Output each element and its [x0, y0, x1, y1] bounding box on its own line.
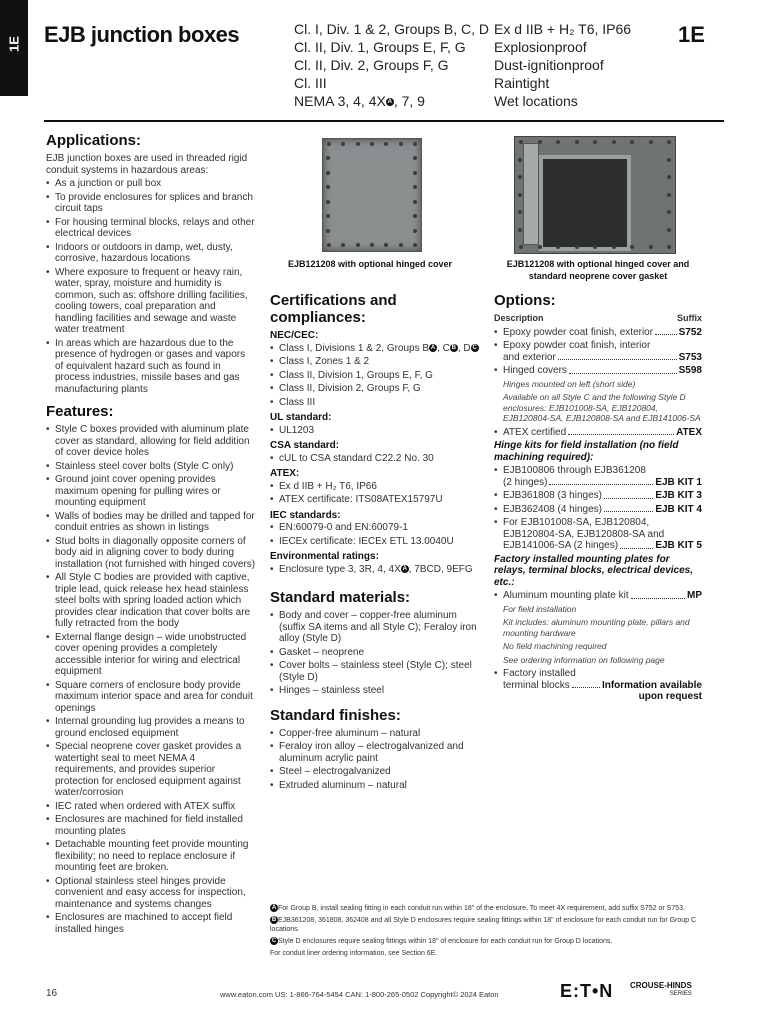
applications-heading: Applications: — [46, 132, 142, 149]
options-heading: Options: — [494, 292, 556, 309]
brand-text: CROUSE-HINDS — [630, 981, 692, 990]
list-item: • Ground joint cover opening provides maximum opening for pulling wires or mounting equipment — [46, 474, 256, 509]
bolt-icon — [538, 245, 542, 249]
option-code: EJB KIT 1 — [655, 476, 702, 488]
nec-heading: NEC/CEC: — [270, 330, 319, 341]
bolt-icon — [612, 140, 616, 144]
bolt-icon — [649, 140, 653, 144]
list-item: • Enclosures are machined for field installed mounting plates — [46, 814, 256, 837]
bolt-icon — [518, 158, 522, 162]
option-note: No field machining required — [503, 641, 607, 651]
list-item: • IEC rated when ordered with ATEX suffix — [46, 801, 256, 813]
product-image-closed — [322, 138, 422, 252]
bolt-icon — [413, 200, 417, 204]
bolt-icon — [556, 140, 560, 144]
bolt-icon — [519, 245, 523, 249]
bolt-icon — [667, 228, 671, 232]
option-code: EJB KIT 5 — [655, 540, 702, 551]
list-item: • External flange design – wide unobstructed cover opening provides a completely accessible interior for wiring and electrical equipment — [46, 632, 256, 678]
bolt-icon — [413, 142, 417, 146]
footnote-text: Style D enclosures require sealing fittings within 18" of enclosure for each conduit run for Group D locations. — [278, 938, 613, 945]
left-column — [46, 132, 256, 937]
option-label: • Aluminum mounting plate kit — [503, 590, 629, 601]
enclosure-interior — [539, 155, 631, 251]
bolt-icon — [327, 142, 331, 146]
mounting-plates-heading: Factory installed mounting plates for relays, terminal blocks, electrical devices, etc.: — [494, 553, 694, 588]
footnote: C Style D enclosures require sealing fittings within 18" of enclosure for each conduit run for Group D locations. — [271, 938, 613, 945]
option-label: • EJB100806 through EJB361208 — [503, 465, 646, 476]
hinged-cover — [523, 143, 539, 245]
header-rule — [44, 120, 724, 122]
header-rating: Cl. II, Div. 2, Groups F, G — [294, 57, 449, 73]
right-column — [494, 292, 702, 705]
nec-text: , D — [457, 342, 471, 354]
ul-heading: UL standard: — [270, 412, 332, 423]
list-item: • Optional stainless steel hinges provide convenient and easy access for inspection, maintenance and systems changes — [46, 876, 256, 911]
list-item: • cUL to CSA standard C22.2 No. 30 — [270, 453, 480, 465]
footnote-text: For Group B, install sealing fitting in each conduit run within 18" of the enclosure. To meet 4X requirement, add suffix S752 or S753. — [278, 905, 685, 912]
option-row — [494, 427, 702, 439]
footnote-marker-a: A — [387, 99, 392, 106]
bolt-icon — [413, 171, 417, 175]
list-item: • Gasket – neoprene — [270, 647, 480, 659]
option-row — [494, 590, 702, 602]
list-item: • EN:60079-0 and EN:60079-1 — [270, 522, 480, 534]
list-item: • Walls of bodies may be drilled and tapped for conduit entries as shown in listings — [46, 511, 256, 534]
option-code: EJB KIT 4 — [655, 503, 702, 515]
bolt-icon — [399, 243, 403, 247]
list-item: • Ex d IIB + H₂ T6, IP66 — [270, 481, 480, 493]
footnote-marker-a: A — [402, 565, 407, 572]
bolt-icon — [667, 210, 671, 214]
header-rating: Dust-ignitionproof — [494, 57, 604, 73]
list-item: • As a junction or pull box — [46, 178, 256, 190]
bolt-icon — [413, 229, 417, 233]
nema-text: NEMA 3, 4, 4X — [294, 93, 386, 109]
nec-text: Class I, Divisions 1 & 2, Groups B — [279, 342, 430, 354]
iec-heading: IEC standards: — [270, 509, 341, 521]
option-code: upon request — [638, 691, 702, 702]
bolt-icon — [326, 214, 330, 218]
bolt-icon — [518, 210, 522, 214]
bolt-icon — [413, 185, 417, 189]
list-item: • Extruded aluminum – natural — [270, 780, 480, 792]
bolt-icon — [326, 200, 330, 204]
option-note: Kit includes: aluminum mounting plate, pillars and mounting hardware — [503, 617, 690, 638]
option-code: MP — [687, 590, 702, 601]
list-item — [270, 343, 480, 355]
section-tab — [0, 0, 28, 96]
list-item — [270, 564, 480, 576]
option-row — [494, 365, 702, 377]
bolt-icon — [593, 140, 597, 144]
footnote-text: EJB361208, 361808, 362408 and all Style D enclosures require sealing fittings within 18" of enclosure for each conduit run for Group C locations. — [270, 917, 697, 933]
list-item: • Stud bolts in diagonally opposite corners of body aid in aligning cover to body during installation (not furnished with hinged covers) — [46, 536, 256, 571]
bolt-icon — [667, 245, 671, 249]
bolt-icon — [413, 156, 417, 160]
option-row — [494, 517, 702, 552]
features-heading: Features: — [46, 403, 114, 420]
option-row — [494, 465, 702, 488]
option-row — [494, 490, 702, 502]
header-rating: Ex d IIB + H₂ T6, IP66 — [494, 21, 632, 37]
option-row — [494, 327, 702, 339]
option-label: EJB141006-SA (2 hinges) — [503, 540, 619, 551]
bolt-icon — [630, 245, 634, 249]
option-label: (2 hinges) — [503, 476, 548, 488]
list-item: • Cover bolts – stainless steel (Style C); steel (Style D) — [270, 660, 480, 683]
list-item: • Special neoprene cover gasket provides a watertight seal to meet NEMA 4 requirements, and provides superior protection for enclosed equipment against water/corrosion — [46, 741, 256, 799]
eaton-logo: E:T•N — [560, 981, 614, 1001]
atex-heading: ATEX: — [270, 468, 300, 479]
series-text: SERIES — [669, 991, 692, 997]
bolt-icon — [667, 193, 671, 197]
option-label: terminal blocks — [503, 679, 570, 691]
header-ratings-col1 — [294, 20, 489, 110]
header-rating — [294, 92, 489, 110]
bolt-icon — [667, 158, 671, 162]
option-code: ATEX — [676, 426, 702, 438]
bolt-icon — [413, 243, 417, 247]
header-rating: Explosionproof — [494, 39, 587, 55]
list-item: • ATEX certificate: ITS08ATEX15797U — [270, 494, 480, 506]
bolt-icon — [326, 156, 330, 160]
certifications-heading: Certifications and compliances: — [270, 292, 397, 326]
bolt-icon — [518, 228, 522, 232]
option-row — [494, 340, 702, 363]
option-code: EJB KIT 3 — [655, 490, 702, 501]
option-label: and exterior — [503, 351, 556, 363]
list-item: • Class II, Division 2, Groups F, G — [270, 383, 480, 395]
bolt-icon — [384, 142, 388, 146]
env-text: Enclosure type 3, 3R, 4, 4X — [279, 563, 401, 575]
bolt-icon — [399, 142, 403, 146]
list-item: • Class III — [270, 397, 480, 409]
option-note: Available on all Style C and the following Style D enclosures: EJB101008-SA, EJB120804, EJB120804-SA, EJB120808-SA and EJB141006-SA — [503, 392, 701, 423]
bolt-icon — [667, 140, 671, 144]
list-item: • Body and cover – copper-free aluminum (suffix SA items and all Style C); Feraloy iron alloy (Style D) — [270, 610, 480, 645]
footnote-marker-a: A — [430, 344, 436, 351]
list-item: • Hinges – stainless steel — [270, 685, 480, 697]
bolt-icon — [518, 175, 522, 179]
bolt-icon — [667, 175, 671, 179]
bolt-icon — [326, 185, 330, 189]
bolt-icon — [356, 142, 360, 146]
list-item: • Indoors or outdoors in damp, wet, dusty, corrosive, hazardous locations — [46, 242, 256, 265]
middle-column — [270, 292, 480, 793]
list-item: • Feraloy iron alloy – electrogalvanized and aluminum acrylic paint — [270, 741, 480, 764]
list-item: • Style C boxes provided with aluminum plate cover as standard, allowing for field addition of cover device holes — [46, 424, 256, 459]
bolt-icon — [519, 140, 523, 144]
list-item: • Enclosures are machined to accept field installed hinges — [46, 912, 256, 935]
option-note: For field installation — [503, 603, 577, 614]
header-rating: Cl. III — [294, 75, 327, 91]
nema-text-tail: , 7, 9 — [393, 93, 425, 109]
footnote: B EJB361208, 361808, 362408 and all Style D enclosures require sealing fittings within 18" of enclosure for each conduit run for Group C locations. — [270, 917, 697, 933]
bolt-icon — [630, 140, 634, 144]
header-ratings-col2 — [494, 20, 631, 110]
materials-heading: Standard materials: — [270, 589, 411, 606]
footnote-marker-b: B — [451, 344, 457, 351]
page-title: EJB junction boxes — [44, 22, 240, 47]
option-code: S598 — [678, 365, 702, 376]
header-rating: Raintight — [494, 75, 550, 91]
product-image-open — [514, 136, 676, 254]
features-list — [46, 424, 256, 935]
csa-heading: CSA standard: — [270, 440, 340, 451]
bolt-icon — [556, 245, 560, 249]
header-rating: Wet locations — [494, 93, 578, 109]
header-rating: Cl. II, Div. 1, Groups E, F, G — [294, 39, 466, 55]
bolt-icon — [538, 140, 542, 144]
footnote: For conduit liner ordering information, see Section 6E. — [270, 950, 438, 957]
footer-contact: www.eaton.com US: 1-866-764-5454 CAN: 1-800-265-0502 Copyright© 2024 Eaton — [220, 990, 499, 999]
header-rating: Cl. I, Div. 1 & 2, Groups B, C, D — [294, 21, 490, 37]
list-item: • Stainless steel cover bolts (Style C only) — [46, 461, 256, 473]
nec-text: , C — [437, 342, 450, 354]
env-text: , 7BCD, 9EFG — [408, 563, 473, 575]
footnote: A For Group B, install sealing fitting in each conduit run within 18" of the enclosure. To meet 4X requirement, add suffix S752 or S753. — [271, 905, 685, 912]
bolt-icon — [518, 193, 522, 197]
footnotes — [270, 904, 702, 961]
bolt-icon — [575, 245, 579, 249]
option-label: • EJB362408 (4 hinges) — [503, 503, 602, 515]
option-code: Information available — [601, 679, 702, 691]
option-row — [494, 668, 702, 703]
option-note: Hinges mounted on left (short side) — [503, 378, 636, 389]
col-suffix: Suffix — [676, 313, 702, 323]
footnote-marker-c: C — [472, 344, 477, 351]
bolt-icon — [575, 140, 579, 144]
list-item: • Where exposure to frequent or heavy rain, water, spray, moisture and humidity is common, such as: offshore drilling facilities, cooling towers, coal preparation and handling facilities and sewage and waste water treatment — [46, 267, 256, 336]
hinge-kits-heading: Hinge kits for field installation (no field machining required): — [494, 440, 679, 463]
option-code: S752 — [678, 326, 702, 338]
list-item: • Class II, Division 1, Groups E, F, G — [270, 370, 480, 382]
option-code: S753 — [678, 351, 702, 363]
list-item: • In areas which are hazardous due to the presence of hydrogen or gases and vapors of equivalent hazard such as found in process industries, missile bases and gas manufacturing plants — [46, 338, 256, 396]
bolt-icon — [413, 214, 417, 218]
crouse-hinds-logo — [630, 981, 692, 999]
list-item: • IECEx certificate: IECEx ETL 13.0040U — [270, 536, 480, 548]
image-caption: EJB121208 with optional hinged cover — [287, 259, 453, 269]
option-label: • Epoxy powder coat finish, interior — [503, 340, 651, 351]
image-caption: EJB121208 with optional hinged cover and standard neoprene cover gasket — [506, 259, 690, 281]
list-item: • Detachable mounting feet provide mounting flexibility; no need to replace enclosure if mounting feet are broken. — [46, 839, 256, 874]
bolt-icon — [326, 229, 330, 233]
col-description: Description — [494, 313, 544, 323]
option-label: • Hinged covers — [503, 365, 567, 376]
applications-intro: EJB junction boxes are used in threaded rigid conduit systems in hazardous areas: — [46, 153, 248, 176]
bolt-icon — [649, 245, 653, 249]
list-item: • Class I, Zones 1 & 2 — [270, 356, 480, 368]
bolt-icon — [341, 243, 345, 247]
bolt-icon — [593, 245, 597, 249]
option-note: See ordering information on following page — [503, 654, 665, 665]
bolt-icon — [370, 243, 374, 247]
bolt-icon — [612, 245, 616, 249]
list-item: • For housing terminal blocks, relays and other electrical devices — [46, 217, 256, 240]
applications-list — [46, 178, 256, 395]
option-label: • For EJB101008-SA, EJB120804, EJB120804-SA, EJB120808-SA and — [503, 517, 665, 540]
finishes-heading: Standard finishes: — [270, 706, 401, 724]
list-item: • Steel – electrogalvanized — [270, 766, 480, 778]
option-label: • EJB361808 (3 hinges) — [503, 490, 602, 501]
section-tab-label: 1E — [6, 36, 22, 52]
option-label: • ATEX certified — [503, 426, 567, 438]
options-table-header — [494, 313, 702, 325]
page-number: 16 — [46, 988, 58, 999]
bolt-icon — [384, 243, 388, 247]
list-item: • To provide enclosures for splices and branch circuit taps — [46, 192, 256, 215]
option-label: • Epoxy powder coat finish, exterior — [503, 326, 654, 338]
list-item: • UL1203 — [270, 425, 480, 437]
list-item: • Square corners of enclosure body provide maximum interior space and area for conduit openings — [46, 680, 256, 715]
list-item: • Copper-free aluminum – natural — [270, 728, 480, 740]
option-label: • Factory installed — [503, 668, 576, 679]
bolt-icon — [341, 142, 345, 146]
list-item: • All Style C bodies are provided with captive, triple lead, quick release hex head stainless steel bolts with spring loaded action which provides clear indication that cover bolts are fully retracted from the body — [46, 572, 256, 630]
section-code: 1E — [678, 22, 705, 47]
env-heading: Environmental ratings: — [270, 551, 379, 562]
bolt-icon — [370, 142, 374, 146]
option-row — [494, 504, 702, 516]
bolt-icon — [326, 171, 330, 175]
nec-list — [270, 343, 480, 409]
bolt-icon — [356, 243, 360, 247]
bolt-icon — [327, 243, 331, 247]
list-item: • Internal grounding lug provides a means to ground enclosed equipment — [46, 716, 256, 739]
